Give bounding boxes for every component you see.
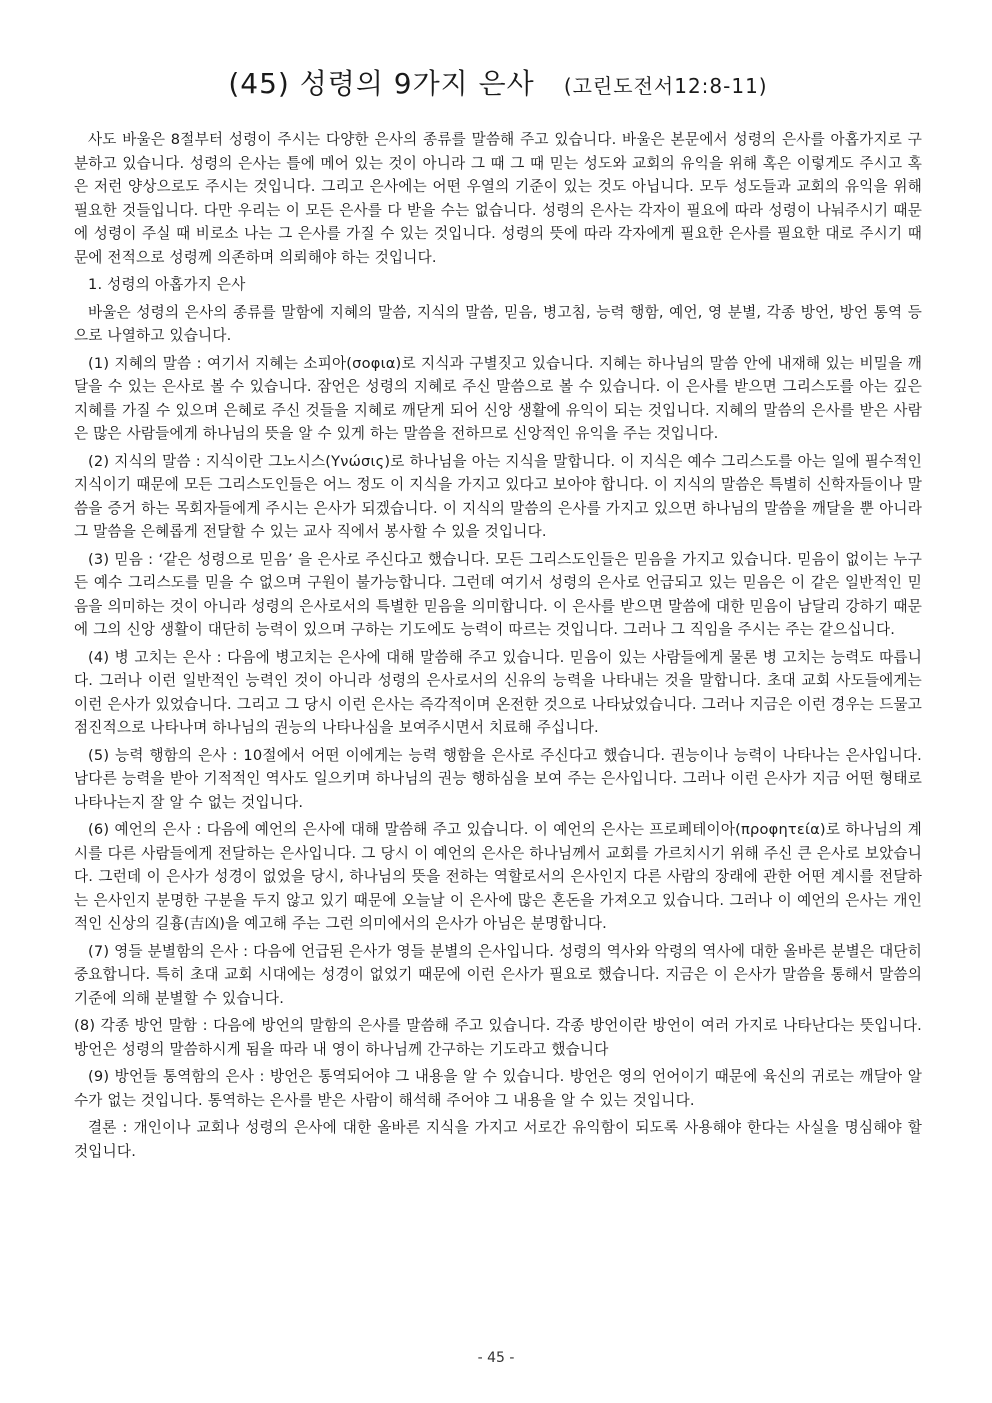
gift-paragraph-miracles: (5) 능력 행함의 은사 : 10절에서 어떤 이에게는 능력 행함을 은사로 주신다고 했습니다. 권능이나 능력이 나타나는 은사입니다. 남다른 능력을 받아 기적적인 역사도 일으키며 하나님의 권능 행하심을 보여 주는 은사입니다. 그러나 이런 은사가 지금 어떤 형태로 나타나는지 잘 알 수 없는 것입니다. (74, 746, 922, 811)
document-body (74, 128, 922, 1163)
gift-paragraph-discernment: (7) 영들 분별함의 은사 : 다음에 언급된 은사가 영들 분별의 은사입니다. 성령의 역사와 악령의 역사에 대한 올바른 분별은 대단히 중요합니다. 특히 초대 교회 시대에는 성경이 없었기 때문에 이런 은사가 필요로 했습니다. 지금은 이 은사가 말씀을 통해서 말씀의 기준에 의해 분별할 수 있습니다. (74, 942, 922, 1007)
gift-paragraph-prophecy: (6) 예언의 은사 : 다음에 예언의 은사에 대해 말씀해 주고 있습니다. 이 예언의 은사는 프로페테이아(προφητεία)로 하나님의 계시를 다른 사람들에게 전달하는 은사입니다. 그 당시 이 예언의 은사은 하나님께서 교회를 가르치시기 위해 주신 큰 은사로 보았습니다. 그런데 이 은사가 성경이 없었을 당시, 하나님의 뜻을 전하는 역할로서의 은사인지 다른 사람의 장래에 관한 어떤 계시를 전달하는 은사인지 분명한 구분을 두지 않고 있기 때문에 오늘날 이 은사에 많은 혼돈을 가져오고 있습니다. 그러나 이 예언의 은사는 개인적인 신상의 길흉(吉凶)을 예고해 주는 그런 의미에서의 은사가 아님은 분명합니다. (74, 821, 922, 932)
page-title: (45) 성령의 9가지 은사 (228, 67, 535, 100)
gift-paragraph-faith: (3) 믿음 : ‘같은 성령으로 믿음’ 을 은사로 주신다고 했습니다. 모든 그리스도인들은 믿음을 가지고 있습니다. 믿음이 없이는 누구든 예수 그리스도를 믿을 수 없으며 구원이 불가능합니다. 그런데 여기서 성령의 은사로 언급되고 있는 믿음은 이 같은 일반적인 믿음을 의미하는 것이 아니라 성령의 은사로서의 특별한 믿음을 의미합니다. 이 은사를 받으면 말씀에 대한 믿음이 남달리 강하기 때문에 그의 신앙 생활이 대단히 능력이 있으며 구하는 기도에도 능력이 따르는 것입니다. 그러나 그 직임을 주시는 주는 같으십니다. (74, 550, 922, 638)
page-number: - 45 - (477, 1350, 515, 1366)
conclusion-paragraph: 결론 : 개인이나 교회나 성령의 은사에 대한 올바른 지식을 가지고 서로간 유익함이 되도록 사용해야 한다는 사실을 명심해야 할 것입니다. (74, 1119, 922, 1160)
title-row (74, 62, 922, 102)
document-page (74, 62, 922, 1167)
gift-paragraph-healing: (4) 병 고치는 은사 : 다음에 병고치는 은사에 대해 말씀해 주고 있습니다. 믿음이 있는 사람들에게 물론 병 고치는 능력도 따릅니다. 그러나 이런 일반적인 능력인 것이 아니라 성령의 은사로서의 신유의 능력을 나타내는 것을 말합니다. 초대 교회 사도들에게는 이런 은사가 있었습니다. 그리고 그 당시 이런 은사는 즉각적이며 온전한 것으로 나타났었습니다. 그러나 지금은 이런 경우는 드물고 점진적으로 나타나며 하나님의 권능의 나타나심을 보여주시면서 치료해 주십니다. (74, 648, 922, 736)
gift-paragraph-knowledge: (2) 지식의 말씀 : 지식이란 그노시스(Υνώσις)로 하나님을 아는 지식을 말합니다. 이 지식은 예수 그리스도를 아는 일에 필수적인 지식이기 때문에 모든 그리스도인들은 어느 정도 이 지식을 가지고 있다고 보아야 합니다. 이 지식의 말씀은 특별히 신학자들이나 말씀을 증거 하는 목회자들에게 주시는 은사가 되겠습니다. 이 지식의 말씀의 은사를 가지고 있으면 하나님의 말씀을 깨달을 뿐 아니라 그 말씀을 은혜롭게 전달할 수 있는 교사 직에서 봉사할 수 있을 것입니다. (74, 452, 922, 540)
gift-paragraph-tongues: (8) 각종 방언 말함 : 다음에 방언의 말함의 은사를 말씀해 주고 있습니다. 각종 방언이란 방언이 여러 가지로 나타난다는 뜻입니다. 방언은 성령의 말씀하시게 됨을 따라 내 영이 하나님께 간구하는 기도라고 했습니다 (74, 1017, 922, 1058)
gift-paragraph-interpretation: (9) 방언들 통역함의 은사 : 방언은 통역되어야 그 내용을 알 수 있습니다. 방언은 영의 언어이기 때문에 육신의 귀로는 깨달아 알 수가 없는 것입니다. 통역하는 은사를 받은 사람이 해석해 주어야 그 내용을 알 수 있는 것입니다. (74, 1068, 922, 1109)
scripture-reference: (고린도전서12:8-11) (563, 74, 768, 98)
intro-paragraph: 사도 바울은 8절부터 성령이 주시는 다양한 은사의 종류를 말씀해 주고 있습니다. 바울은 본문에서 성령의 은사를 아홉가지로 구분하고 있습니다. 성령의 은사는 틀에 메어 있는 것이 아니라 그 때 그 때 믿는 성도와 교회의 유익을 위해 혹은 이렇게도 주시고 혹은 저런 양상으로도 주시는 것입니다. 그리고 은사에는 어떤 우열의 기준이 있는 것도 아닙니다. 모두 성도들과 교회의 유익을 위해 필요한 것들입니다. 다만 우리는 이 모든 은사를 다 받을 수는 없습니다. 성령의 은사는 각자이 필요에 따라 성령이 나눠주시기 때문에 성령이 주실 때 비로소 나는 그 은사를 가질 수 있는 것입니다. 성령의 뜻에 따라 각자에게 필요한 은사를 필요한 대로 주시기 때문에 전적으로 성령께 의존하며 의뢰해야 하는 것입니다. (74, 131, 922, 266)
gift-paragraph-wisdom: (1) 지혜의 말씀 : 여기서 지혜는 소피아(σοφια)로 지식과 구별짓고 있습니다. 지혜는 하나님의 말씀 안에 내재해 있는 비밀을 깨달을 수 있는 은사로 볼 수 있습니다. 잠언은 성령의 지혜로 주신 말씀으로 볼 수 있습니다. 이 은사를 받으면 그리스도를 아는 깊은 지혜를 가질 수 있으며 은혜로 주신 것들을 지혜로 깨닫게 되어 신앙 생활에 유익이 되는 것입니다. 지혜의 말씀의 은사를 받은 사람은 많은 사람들에게 하나님의 뜻을 알 수 있게 하는 말씀을 전하므로 신앙적인 유익을 주는 것입니다. (74, 354, 922, 442)
section-heading: 1. 성령의 아홉가지 은사 (88, 276, 246, 293)
section-intro-paragraph: 바울은 성령의 은사의 종류를 말함에 지혜의 말씀, 지식의 말씀, 믿음, 병고침, 능력 행함, 예언, 영 분별, 각종 방언, 방언 통역 등으로 나열하고 있습니다. (74, 303, 922, 344)
